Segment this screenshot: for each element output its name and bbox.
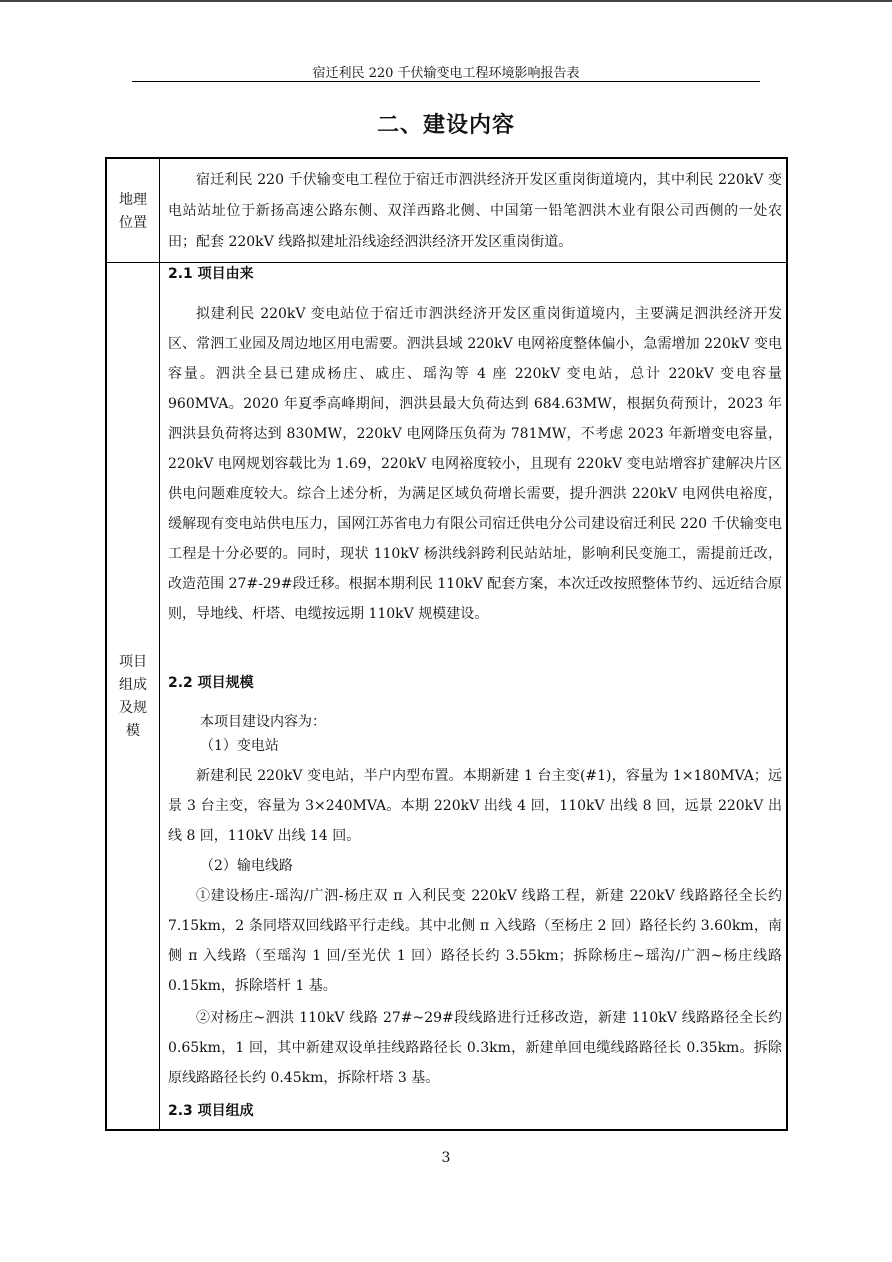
location-text: 宿迁利民 220 千伏输变电工程位于宿迁市泗洪经济开发区重岗街道境内，其中利民 220kV 变电站站址位于新扬高速公路东侧、双洋西路北侧、中国第一铅笔泗洪木业有限公司西侧的一处农田；配套 220kV 线路拟建址沿线途经泗洪经济开发区重岗街道。 [168,172,782,250]
section-2-1-text: 拟建利民 220kV 变电站位于宿迁市泗洪经济开发区重岗街道境内，主要满足泗洪经济开发区、常泗工业园及周边地区用电需要。泗洪县域 220kV 电网裕度整体偏小，急需增加 220kV 变电容量。泗洪全县已建成杨庄、戚庄、瑶沟等 4 座 220kV 变电站，总计 220kV 变电容量 960MVA。2020 年夏季高峰期间，泗洪县最大负荷达到 684.63MW，根据负荷预计，2023 年泗洪县负荷将达到 830MW，220kV 电网降压负荷为 781MW，不考虑 2023 年新增变电容量，220kV 电网规划容载比为 1.69，220kV 电网裕度较小，且现有 220kV 变电站增容扩建解决片区供电问题难度较大。综合上述分析，为满足区域负荷增长需要，提升泗洪 220kV 电网供电裕度，缓解现有变电站供电压力，国网江苏省电力有限公司宿迁供电分公司建设宿迁利民 220 千伏输变电工程是十分必要的。同时，现状 110kV 杨洪线斜跨利民站站址，影响利民变施工，需提前迁改，改造范围 27#-29#段迁移。根据本期利民 110kV 配套方案，本次迁改按照整体节约、远近结合原则，导地线、杆塔、电缆按远期 110kV 规模建设。 [168,306,782,622]
transmission-text-1: ①建设杨庄-瑶沟/广泗-杨庄双 π 入利民变 220kV 线路工程，新建 220kV 线路路径全长约 7.15km，2 条同塔双回线路平行走线。其中北侧 π 入线路（至杨庄 2 回）路径长约 3.60km，南侧 π 入线路（至瑶沟 1 回/至光伏 1 回）路径长约 3.55km；拆除杨庄~瑶沟/广泗~杨庄线路 0.15km，拆除塔杆 1 基。 [168,888,782,994]
section-2-2-intro: 本项目建设内容为： [200,714,326,730]
transmission-body-2 [168,1003,782,1093]
location-cell [168,165,782,258]
location-label: 地理位置 [119,192,147,231]
substation-text: 新建利民 220kV 变电站，半户内型布置。本期新建 1 台主变(#1)，容量为 1×180MVA；远景 3 台主变，容量为 3×240MVA。本期 220kV 出线 4 回，110kV 出线 8 回，远景 220kV 出线 8 回，110kV 出线 14 回。 [168,768,782,844]
substation-subheading: （1）变电站 [200,738,279,754]
section-2-1-heading: 2.1 项目由来 [168,266,254,282]
section-2-3-heading: 2.3 项目组成 [168,1103,254,1119]
project-label: 项目组成及规模 [119,654,147,739]
page-number: 3 [441,1150,451,1166]
substation-body [168,761,782,851]
section-2-2-heading: 2.2 项目规模 [168,675,254,691]
header-rule [132,81,760,82]
transmission-subheading: （2）输电线路 [200,858,293,874]
section-2-1-body [168,299,782,629]
column-divider [159,159,160,1129]
running-header: 宿迁利民 220 千伏输变电工程环境影响报告表 [312,66,580,81]
top-border [0,0,892,2]
transmission-body-1 [168,881,782,1001]
page-title: 二、建设内容 [376,113,515,138]
content-table [105,157,788,1131]
transmission-text-2: ②对杨庄~泗洪 110kV 线路 27#~29#段线路进行迁移改造，新建 110kV 线路路径全长约 0.65km，1 回，其中新建双设单挂线路路径长 0.3km，新建单回电缆线路路径长 0.35km。拆除原线路路径长约 0.45km，拆除杆塔 3 基。 [168,1010,782,1086]
